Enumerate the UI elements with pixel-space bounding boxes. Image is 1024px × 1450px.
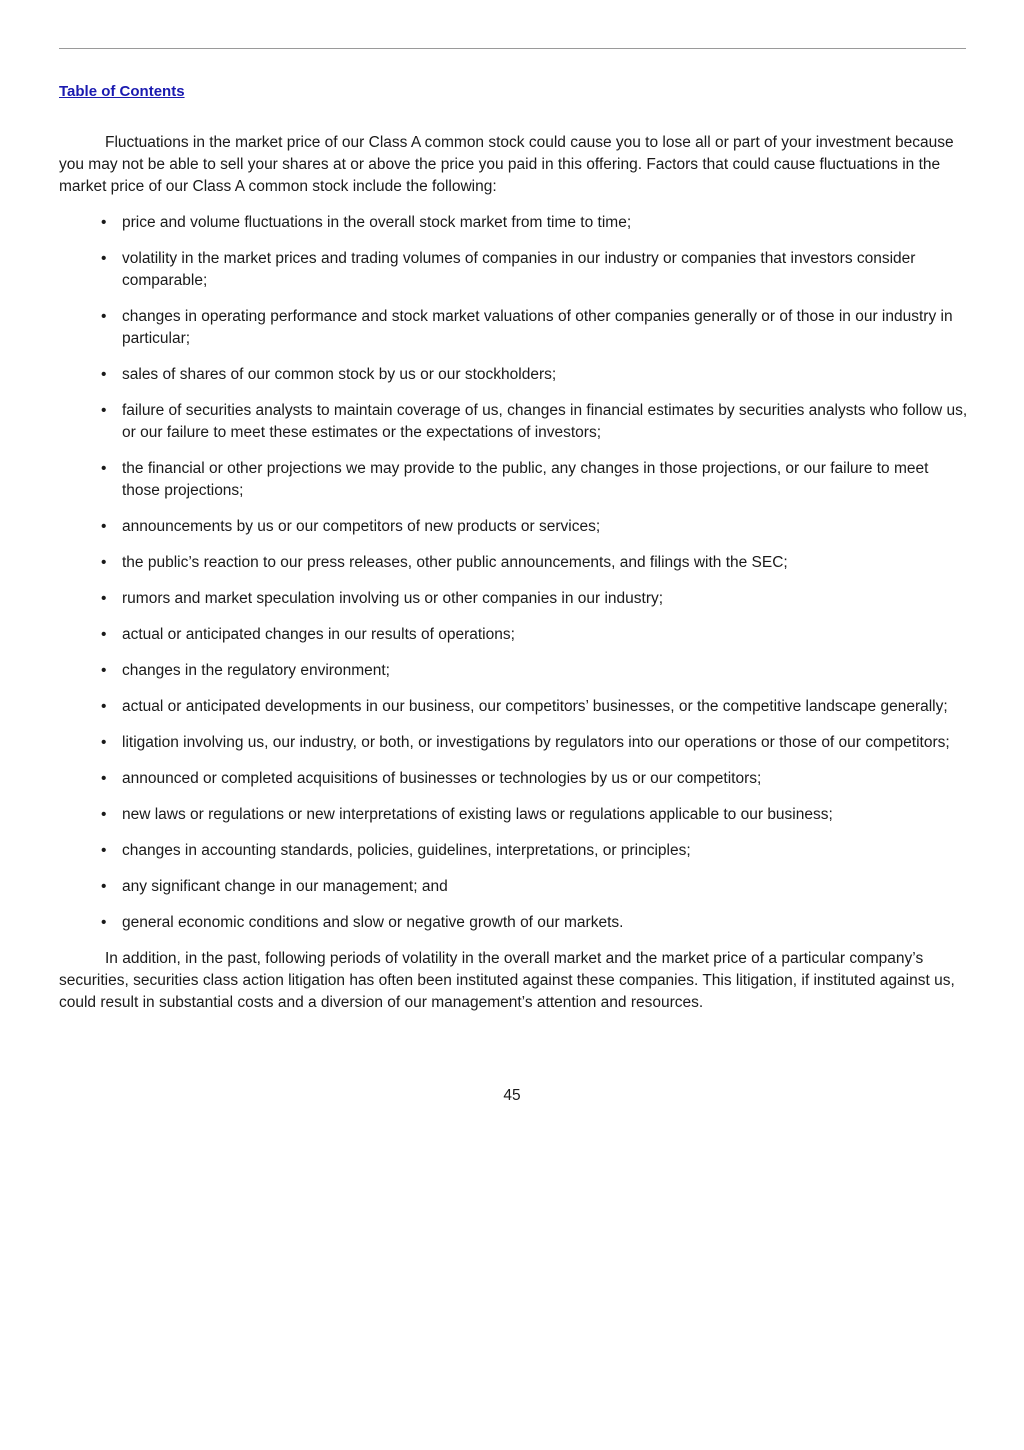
list-item [59, 912, 969, 934]
bullet-point-icon: • [101, 460, 107, 477]
list-item [59, 516, 969, 538]
list-item-text: the public’s reaction to our press releases, other public announcements, and filings with the SEC; [122, 554, 788, 571]
bullet-point-icon: • [101, 590, 107, 607]
list-item-text: actual or anticipated developments in our business, our competitors’ businesses, or the competitive landscape generally; [122, 698, 948, 715]
bullet-point-icon: • [101, 878, 107, 895]
list-item [59, 840, 969, 862]
list-item-text: actual or anticipated changes in our results of operations; [122, 626, 515, 643]
bullet-point-icon: • [101, 518, 107, 535]
list-item-text: rumors and market speculation involving us or other companies in our industry; [122, 590, 664, 607]
list-item-text: changes in the regulatory environment; [122, 662, 390, 679]
table-of-contents-link[interactable]: Table of Contents [59, 83, 185, 100]
intro-paragraph: Fluctuations in the market price of our Class A common stock could cause you to lose all or part of your investment because you may not be able to sell your shares at or above the price you paid in this offering. Factors that could cause fluctuations in the market price of our Class A common stock include the following: [59, 134, 954, 195]
list-item-text: new laws or regulations or new interpretations of existing laws or regulations applicable to our business; [122, 806, 833, 823]
closing-paragraph: In addition, in the past, following periods of volatility in the overall market and the market price of a particular company’s securities, securities class action litigation has often been instituted against these companies. This litigation, if instituted against us, could result in substantial costs and a diversion of our management’s attention and resources. [59, 950, 955, 1011]
bullet-point-icon: • [101, 554, 107, 571]
list-item-text: announcements by us or our competitors of new products or services; [122, 518, 601, 535]
bullet-point-icon: • [101, 806, 107, 823]
list-item [59, 400, 969, 444]
list-item-text: litigation involving us, our industry, or both, or investigations by regulators into our operations or those of our competitors; [122, 734, 950, 751]
bullet-point-icon: • [101, 842, 107, 859]
list-item-text: sales of shares of our common stock by us or our stockholders; [122, 366, 557, 383]
list-item [59, 660, 969, 682]
bullet-point-icon: • [101, 914, 107, 931]
bullet-point-icon: • [101, 402, 107, 419]
list-item-text: announced or completed acquisitions of businesses or technologies by us or our competitors; [122, 770, 762, 787]
bullet-point-icon: • [101, 770, 107, 787]
list-item [59, 588, 969, 610]
bullet-point-icon: • [101, 698, 107, 715]
list-item-text: changes in accounting standards, policies, guidelines, interpretations, or principles; [122, 842, 691, 859]
list-item-text: any significant change in our management; and [122, 878, 448, 895]
list-item [59, 876, 969, 898]
bullet-point-icon: • [101, 626, 107, 643]
list-item [59, 212, 969, 234]
bullet-point-icon: • [101, 250, 107, 267]
list-item [59, 248, 969, 292]
list-item [59, 306, 969, 350]
list-item-text: volatility in the market prices and trading volumes of companies in our industry or companies that investors consider comparable; [122, 250, 916, 289]
bullet-point-icon: • [101, 734, 107, 751]
list-item [59, 768, 969, 790]
factor-list [59, 212, 969, 934]
list-item-text: general economic conditions and slow or negative growth of our markets. [122, 914, 624, 931]
list-item-text: price and volume fluctuations in the overall stock market from time to time; [122, 214, 632, 231]
page-number: 45 [503, 1087, 521, 1104]
list-item [59, 364, 969, 386]
list-item [59, 732, 969, 754]
bullet-point-icon: • [101, 366, 107, 383]
list-item [59, 804, 969, 826]
list-item [59, 624, 969, 646]
list-item-text: the financial or other projections we may provide to the public, any changes in those projections, or our failure to meet those projections; [122, 460, 929, 499]
bullet-point-icon: • [101, 662, 107, 679]
page-content [59, 132, 969, 1014]
list-item [59, 552, 969, 574]
list-item-text: failure of securities analysts to maintain coverage of us, changes in financial estimates by securities analysts who follow us, or our failure to meet these estimates or the expectations of investors; [122, 402, 968, 441]
header-divider [59, 48, 966, 49]
list-item [59, 696, 969, 718]
bullet-point-icon: • [101, 214, 107, 231]
bullet-point-icon: • [101, 308, 107, 325]
list-item-text: changes in operating performance and stock market valuations of other companies generally or of those in our industry in particular; [122, 308, 953, 347]
list-item [59, 458, 969, 502]
